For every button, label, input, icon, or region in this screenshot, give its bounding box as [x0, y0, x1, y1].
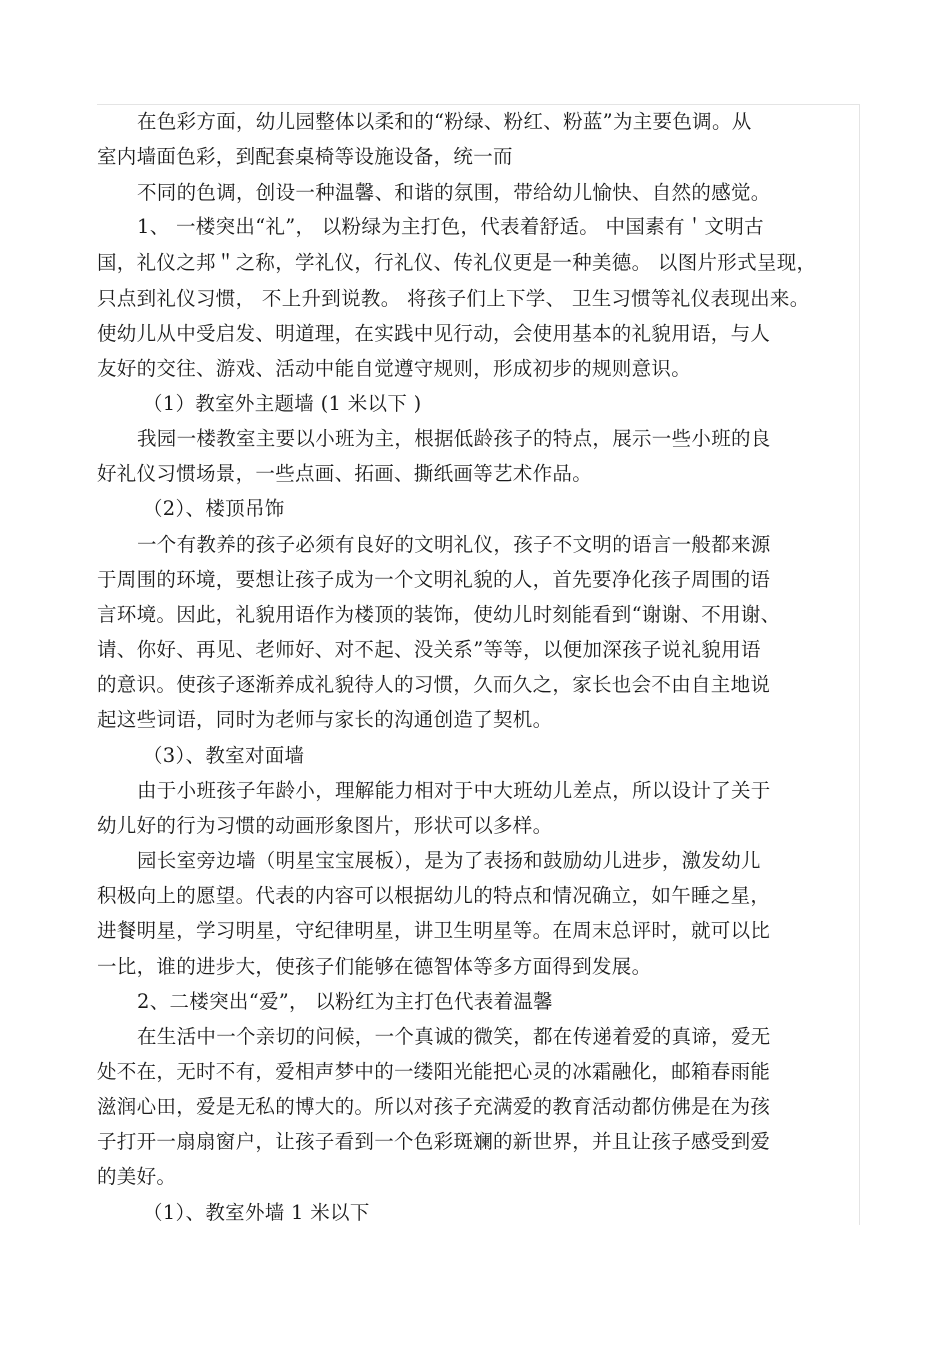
paragraph-line: 请、你好、再见、老师好、对不起、没关系”等等，以便加深孩子说礼貌用语 [97, 638, 761, 661]
paragraph-line: 不同的色调，创设一种温馨、和谐的氛围，带给幼儿愉快、自然的感觉。 [137, 181, 771, 204]
paragraph-line: 友好的交往、游戏、活动中能自觉遵守规则，形成初步的规则意识。 [97, 357, 692, 380]
paragraph-line: 子打开一扇扇窗户，让孩子看到一个色彩斑斓的新世界，并且让孩子感受到爱 [97, 1130, 771, 1153]
paragraph-line: 在色彩方面，幼儿园整体以柔和的“粉绿、粉红、粉蓝”为主要色调。从 [137, 110, 752, 133]
section-heading-2: 2、二楼突出“爱”， 以粉红为主打色代表着温馨 [137, 990, 553, 1013]
paragraph-line: 一比，谁的进步大，使孩子们能够在德智体等多方面得到发展。 [97, 955, 652, 978]
paragraph-line: 室内墙面色彩，到配套桌椅等设施设备，统一而 [97, 145, 513, 168]
paragraph-line: 于周围的环境，要想让孩子成为一个文明礼貌的人，首先要净化孩子周围的语 [97, 568, 771, 591]
page-right-border [859, 104, 860, 1225]
paragraph-line: 的美好。 [97, 1165, 177, 1188]
paragraph-line: 起这些词语，同时为老师与家长的沟通创造了契机。 [97, 708, 553, 731]
paragraph-line: 积极向上的愿望。代表的内容可以根据幼儿的特点和情况确立，如午睡之星， [97, 884, 771, 907]
paragraph-line: 使幼儿从中受启发、明道理，在实践中见行动，会使用基本的礼貌用语，与人 [97, 322, 771, 345]
paragraph-line: 我园一楼教室主要以小班为主，根据低龄孩子的特点，展示一些小班的良 [137, 427, 771, 450]
page-top-border [97, 104, 859, 105]
paragraph-line: 国，礼仪之邦＂之称，学礼仪，行礼仪、传礼仪更是一种美德。 以图片形式呈现， [97, 251, 817, 274]
paragraph-line: 一个有教养的孩子必须有良好的文明礼仪，孩子不文明的语言一般都来源 [137, 533, 771, 556]
paragraph-line: 由于小班孩子年龄小，理解能力相对于中大班幼儿差点，所以设计了关于 [137, 779, 771, 802]
paragraph-line: 只点到礼仪习惯， 不上升到说教。 将孩子们上下学、 卫生习惯等礼仪表现出来。 [97, 287, 810, 310]
paragraph-line: 进餐明星，学习明星，守纪律明星，讲卫生明星等。在周末总评时，就可以比 [97, 919, 771, 942]
subheading-1-3: （3）、教室对面墙 [143, 744, 305, 767]
section-heading-1: 1、 一楼突出“礼”， 以粉绿为主打色，代表着舒适。 中国素有＇文明古 [137, 215, 764, 238]
paragraph-line: 处不在，无时不有，爱相声梦中的一缕阳光能把心灵的冰霜融化，邮箱春雨能 [97, 1060, 771, 1083]
paragraph-line: 滋润心田，爱是无私的博大的。所以对孩子充满爱的教育活动都仿佛是在为孩 [97, 1095, 771, 1118]
subheading-2-1: （1）、教室外墙 1 米以下 [143, 1201, 370, 1224]
paragraph-line: 在生活中一个亲切的问候，一个真诚的微笑，都在传递着爱的真谛，爱无 [137, 1025, 771, 1048]
paragraph-line: 好礼仪习惯场景，一些点画、拓画、撕纸画等艺术作品。 [97, 462, 593, 485]
paragraph-line: 园长室旁边墙（明星宝宝展板），是为了表扬和鼓励幼儿进步，激发幼儿 [137, 849, 761, 872]
paragraph-line: 的意识。使孩子逐渐养成礼貌待人的习惯，久而久之，家长也会不由自主地说 [97, 673, 771, 696]
paragraph-line: 幼儿好的行为习惯的动画形象图片，形状可以多样。 [97, 814, 553, 837]
paragraph-line: 言环境。因此，礼貌用语作为楼顶的装饰，使幼儿时刻能看到“谢谢、不用谢、 [97, 603, 781, 626]
subheading-1-1: （1）教室外主题墙 (1 米以下 ) [143, 392, 422, 415]
subheading-1-2: （2）、楼顶吊饰 [143, 497, 285, 520]
